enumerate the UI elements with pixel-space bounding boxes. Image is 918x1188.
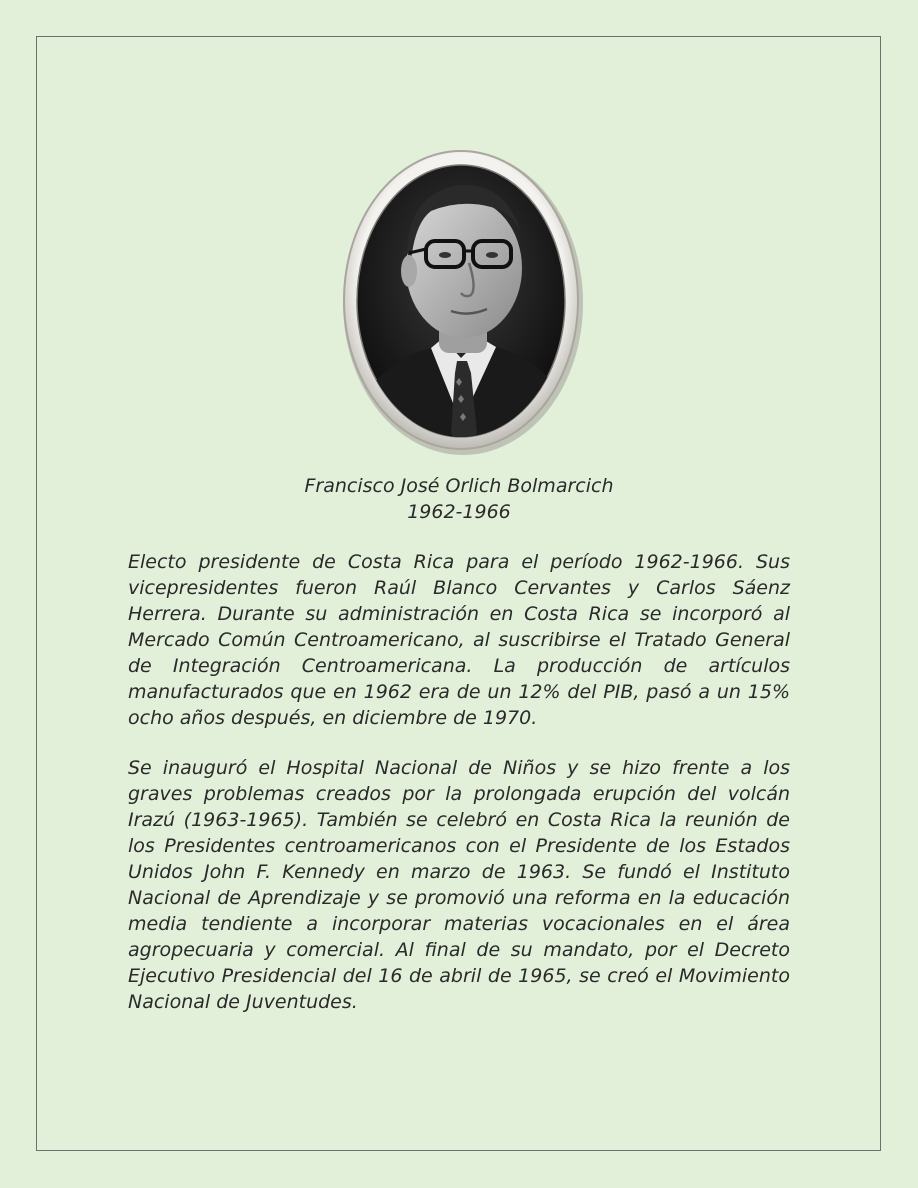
body-paragraph: Electo presidente de Costa Rica para el período 1962-1966. Sus vicepresidentes fueron Raúl Blanco Cervantes y Carlos Sáenz Herrera. Durante su administración en Costa Rica se incorporó al Mercado Común Centroamericano, al suscribirse el Tratado General de Integración Centroamericana. La producción de artículos manufacturados que en 1962 era de un 12% del PIB, pasó a un 15% ocho años después, en diciembre de 1970. <box>128 551 790 729</box>
body-paragraph: Se inauguró el Hospital Nacional de Niños y se hizo frente a los graves problemas creados por la prolongada erupción del volcán Irazú (1963-1965). También se celebró en Costa Rica la reunión de los Presidentes centroamericanos con el Presidente de los Estados Unidos John F. Kennedy en marzo de 1963. Se fundó el Instituto Nacional de Aprendizaje y se promovió una reforma en la educación media tendiente a incorporar materias vocacionales en el área agropecuaria y comercial. Al final de su mandato, por el Decreto Ejecutivo Presidencial del 16 de abril de 1965, se creó el Movimiento Nacional de Juventudes. <box>128 757 790 1013</box>
portrait-photo <box>331 133 591 463</box>
portrait-caption-name: Francisco José Orlich Bolmarcich <box>304 475 614 497</box>
portrait-caption-years: 1962-1966 <box>407 501 511 523</box>
